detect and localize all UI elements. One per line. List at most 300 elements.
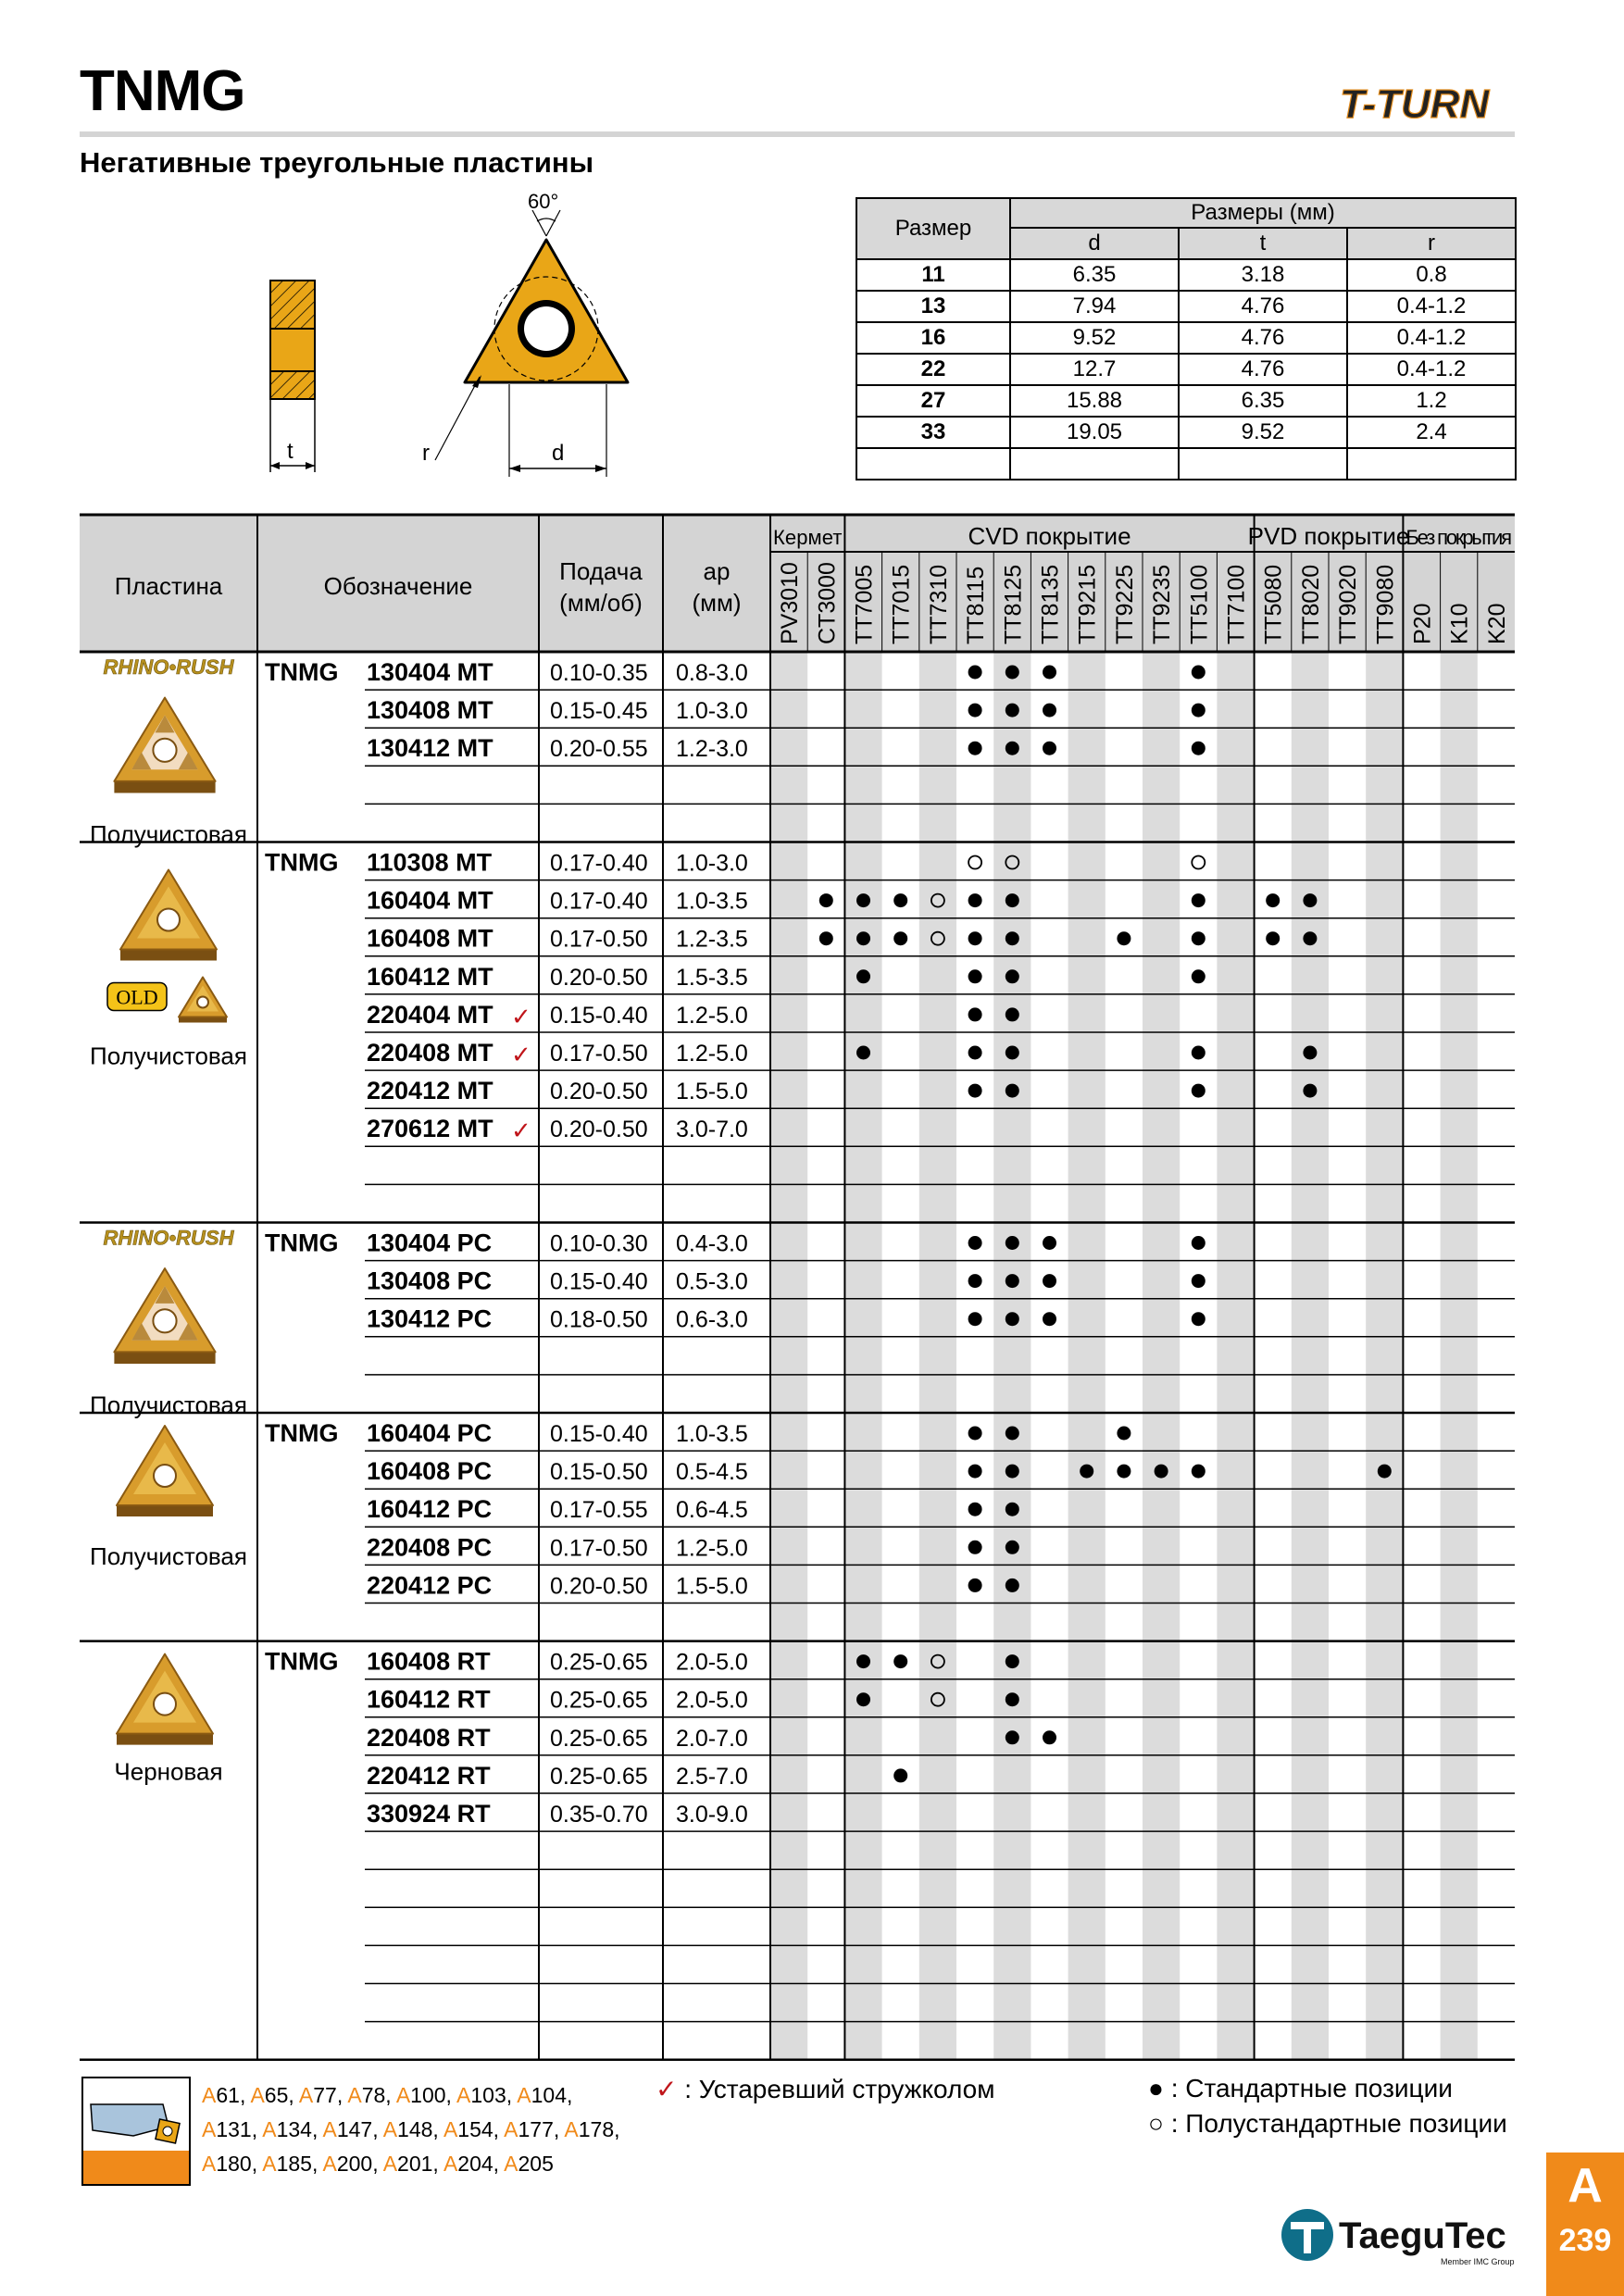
ref-prefix: A: [395, 2083, 411, 2107]
obsolete-check-icon: ✓: [511, 1041, 531, 1068]
designation-prefix: TNMG: [265, 1419, 339, 1447]
size-cell: 11: [856, 259, 1010, 291]
tab-letter: A: [1568, 2159, 1603, 2213]
grade-label: K10: [1446, 603, 1473, 644]
grade-stripe: [1366, 652, 1403, 2060]
insert-drawing: [250, 190, 657, 486]
standard-mark: [1006, 969, 1019, 983]
page-number: 239: [1558, 2223, 1612, 2258]
standard-mark: [968, 1427, 982, 1441]
r-cell: 0.4-1.2: [1347, 354, 1516, 385]
title-rule: [80, 131, 1515, 137]
feed-value: 0.15-0.45: [550, 698, 648, 725]
standard-mark: [1266, 931, 1280, 945]
grade-stripe: [919, 652, 956, 2060]
size-row: [856, 417, 1516, 448]
feed-value: 0.20-0.50: [550, 1117, 648, 1143]
grade-label: TT7005: [851, 564, 878, 644]
ref-prefix: A: [322, 2117, 337, 2141]
ref-page[interactable]: 205: [518, 2152, 554, 2176]
dim-col-t: t: [1179, 228, 1347, 259]
standard-mark: [856, 931, 870, 945]
insert-code: 160412 RT: [367, 1685, 491, 1714]
standard-mark: [1006, 1578, 1019, 1592]
ref-page[interactable]: 201: [397, 2152, 433, 2176]
size-row: [856, 291, 1516, 322]
grade-label: TT7100: [1223, 564, 1250, 644]
standard-mark: [1192, 1312, 1206, 1326]
feed-value: 0.25-0.65: [550, 1687, 648, 1714]
ap-value: 1.0-3.5: [676, 1421, 748, 1447]
ap-value: 1.0-3.5: [676, 888, 748, 915]
standard-mark: [1192, 1084, 1206, 1098]
feed-value: 0.25-0.65: [550, 1725, 648, 1752]
semistandard-mark: [968, 856, 981, 869]
header-feed: Подача: [559, 557, 643, 585]
insert-code: 220412 PC: [367, 1571, 493, 1600]
r-cell: 1.2: [1347, 385, 1516, 417]
grade-label: CT3000: [814, 562, 841, 644]
feed-value: 0.35-0.70: [550, 1802, 648, 1828]
header-designation: Обозначение: [323, 572, 473, 600]
standard-mark: [1192, 1046, 1206, 1060]
ref-page[interactable]: 104: [531, 2083, 567, 2107]
standard-mark: [1192, 666, 1206, 680]
size-cell: 22: [856, 354, 1010, 385]
ap-value: 1.5-5.0: [676, 1573, 748, 1600]
ref-prefix: A: [504, 2152, 518, 2176]
insert-code: 270612 MT: [367, 1115, 493, 1143]
r-cell: 0.4-1.2: [1347, 291, 1516, 322]
grade-label: TT7310: [925, 564, 952, 644]
insert-code: 130404 PC: [367, 1229, 493, 1257]
ref-prefix: A: [202, 2117, 217, 2141]
standard-mark: [1006, 1427, 1019, 1441]
designation-prefix: TNMG: [265, 658, 339, 686]
feed-value: 0.17-0.40: [550, 850, 648, 877]
ref-page[interactable]: 61: [216, 2083, 240, 2107]
grade-stripe: [993, 652, 1031, 2060]
legend-obsolete-label: : Устаревший стружколом: [677, 2075, 995, 2103]
insert-code: 160408 RT: [367, 1647, 491, 1676]
standard-mark: [1303, 931, 1317, 945]
standard-mark: [1192, 893, 1206, 907]
ap-value: 1.2-5.0: [676, 1535, 748, 1562]
insert-code: 160408 PC: [367, 1457, 493, 1486]
page-subtitle: Негативные треугольные пластины: [80, 146, 594, 179]
feed-value: 0.10-0.35: [550, 660, 648, 686]
ap-value: 0.6-4.5: [676, 1497, 748, 1524]
standard-mark: [1192, 1274, 1206, 1288]
insert-code: 330924 RT: [367, 1800, 491, 1828]
ap-value: 3.0-7.0: [676, 1117, 748, 1143]
obsolete-check-icon: ✓: [511, 1117, 531, 1145]
grade-label: TT8020: [1297, 564, 1324, 644]
standard-mark: [968, 1465, 982, 1479]
insert-code: 220408 PC: [367, 1533, 493, 1562]
standard-mark: [968, 742, 982, 755]
insert-code: 160412 PC: [367, 1495, 493, 1524]
standard-mark: [968, 704, 982, 718]
ap-value: 1.5-3.5: [676, 964, 748, 991]
page-references: [202, 2078, 637, 2181]
standard-mark: [1117, 931, 1131, 945]
top-view: [422, 190, 628, 477]
d-cell: 6.35: [1010, 259, 1179, 291]
grade-label: TT8135: [1037, 564, 1064, 644]
t-cell: 9.52: [1179, 417, 1347, 448]
designation-prefix: TNMG: [265, 1229, 339, 1257]
feed-value: 0.10-0.30: [550, 1230, 648, 1257]
old-badge-text: OLD: [116, 985, 158, 1009]
d-cell: 12.7: [1010, 354, 1179, 385]
dim-col-r: r: [1347, 228, 1516, 259]
standard-mark: [1043, 1274, 1056, 1288]
ap-value: 3.0-9.0: [676, 1802, 748, 1828]
check-icon: ✓: [656, 2075, 678, 2103]
section-label: Получистовая: [90, 820, 247, 848]
grade-group-label: PVD покрытие: [1247, 522, 1410, 550]
grade-label: TT9020: [1335, 564, 1362, 644]
standard-mark: [1043, 1730, 1056, 1744]
header-insert: Пластина: [114, 572, 223, 600]
standard-mark: [1192, 742, 1206, 755]
standard-mark: [1006, 1236, 1019, 1250]
ref-page[interactable]: 148: [397, 2117, 433, 2141]
grade-label: K20: [1483, 603, 1510, 644]
section-tab: [1546, 2152, 1624, 2296]
ap-value: 0.8-3.0: [676, 660, 748, 686]
mt-insert-image: [120, 870, 217, 961]
label-angle: 60°: [528, 190, 559, 213]
standard-mark: [1192, 969, 1206, 983]
size-row: [856, 322, 1516, 354]
size-table: [856, 197, 1517, 480]
t-cell: 4.76: [1179, 322, 1347, 354]
grade-group-label: Без покрытия: [1405, 526, 1512, 549]
standard-mark: [968, 1274, 982, 1288]
turning-holder-icon: [81, 2077, 191, 2186]
t-turn-logo: [1338, 76, 1523, 131]
legend-semistandard: ○ : Полустандартные позиции: [1148, 2109, 1507, 2138]
pc-insert-image: [117, 1426, 213, 1516]
standard-mark: [1043, 704, 1056, 718]
t-cell: 3.18: [1179, 259, 1347, 291]
feed-value: 0.18-0.50: [550, 1306, 648, 1333]
feed-value: 0.15-0.40: [550, 1002, 648, 1029]
ref-prefix: A: [250, 2083, 265, 2107]
grade-label: P20: [1409, 603, 1436, 644]
obsolete-check-icon: ✓: [511, 1002, 531, 1030]
standard-mark: [1303, 893, 1317, 907]
ap-value: 0.4-3.0: [676, 1230, 748, 1257]
d-cell: 7.94: [1010, 291, 1179, 322]
feed-value: 0.20-0.55: [550, 736, 648, 763]
rhino-rush-logo: RHINO•RUSH: [103, 655, 234, 679]
d-cell: 19.05: [1010, 417, 1179, 448]
standard-mark: [856, 969, 870, 983]
feed-value: 0.15-0.40: [550, 1421, 648, 1447]
grade-group-label: CVD покрытие: [968, 522, 1131, 550]
standard-mark: [893, 893, 907, 907]
standard-mark: [1006, 1007, 1019, 1021]
feed-value: 0.20-0.50: [550, 964, 648, 991]
feed-value: 0.25-0.65: [550, 1763, 648, 1790]
designation-prefix: TNMG: [265, 1647, 339, 1676]
grade-label: TT8115: [963, 566, 990, 644]
standard-mark: [968, 931, 982, 945]
grade-table: [80, 515, 1524, 2070]
ref-prefix: A: [456, 2083, 471, 2107]
standard-mark: [1266, 893, 1280, 907]
standard-mark: [1043, 742, 1056, 755]
feed-value: 0.25-0.65: [550, 1649, 648, 1676]
standard-mark: [968, 1007, 982, 1021]
size-cell: 27: [856, 385, 1010, 417]
ref-page[interactable]: 134: [276, 2117, 312, 2141]
brand-text: T-TURN: [1340, 81, 1490, 127]
ref-prefix: A: [443, 2117, 458, 2141]
insert-code: 220412 MT: [367, 1077, 493, 1105]
ref-page[interactable]: 78: [361, 2083, 386, 2107]
t-cell: 6.35: [1179, 385, 1347, 417]
grade-label: TT8125: [1000, 564, 1027, 644]
section-label: Черновая: [114, 1757, 223, 1786]
feed-value: 0.17-0.55: [550, 1497, 648, 1524]
grade-stripe: [1217, 652, 1254, 2060]
ref-page[interactable]: 147: [336, 2117, 373, 2141]
section-label: Получистовая: [90, 1542, 247, 1570]
grade-stripe: [1292, 652, 1329, 2060]
standard-mark: [1006, 704, 1019, 718]
ref-page[interactable]: 200: [336, 2152, 373, 2176]
ref-prefix: A: [443, 2152, 458, 2176]
standard-mark: [819, 893, 833, 907]
t-cell: 4.76: [1179, 354, 1347, 385]
standard-mark: [1043, 666, 1056, 680]
grade-label: TT5100: [1186, 564, 1213, 644]
standard-mark: [856, 1692, 870, 1706]
ref-prefix: A: [322, 2152, 337, 2176]
insert-code: 220412 RT: [367, 1761, 491, 1790]
label-d: d: [552, 441, 565, 466]
ref-prefix: A: [202, 2083, 217, 2107]
insert-code: 160408 MT: [367, 924, 493, 953]
ap-value: 0.6-3.0: [676, 1306, 748, 1333]
ref-page[interactable]: 180: [216, 2152, 252, 2176]
feed-value: 0.17-0.50: [550, 1535, 648, 1562]
standard-mark: [856, 1046, 870, 1060]
standard-mark: [856, 893, 870, 907]
standard-mark: [1006, 1692, 1019, 1706]
standard-mark: [968, 666, 982, 680]
ap-value: 1.2-3.0: [676, 736, 748, 763]
ap-value: 1.2-5.0: [676, 1041, 748, 1067]
standard-mark: [1192, 1465, 1206, 1479]
ref-page[interactable]: 103: [470, 2083, 506, 2107]
insert-code: 160412 MT: [367, 962, 493, 991]
grade-label: TT9080: [1372, 564, 1399, 644]
size-cell: 13: [856, 291, 1010, 322]
standard-mark: [1006, 742, 1019, 755]
grade-stripe: [1143, 652, 1180, 2060]
feed-value: 0.17-0.50: [550, 926, 648, 953]
size-cell: 16: [856, 322, 1010, 354]
ref-prefix: A: [382, 2117, 398, 2141]
dim-col-d: d: [1010, 228, 1179, 259]
maker-name: TaeguTec: [1339, 2215, 1506, 2256]
ref-page[interactable]: 131: [216, 2117, 252, 2141]
standard-mark: [1192, 931, 1206, 945]
ref-page[interactable]: 65: [264, 2083, 289, 2107]
insert-code: 130408 PC: [367, 1267, 493, 1295]
ref-page[interactable]: 178: [578, 2117, 615, 2141]
page-title: TNMG: [80, 59, 245, 123]
ap-value: 1.2-3.5: [676, 926, 748, 953]
section-label: Получистовая: [90, 1391, 247, 1419]
feed-value: 0.17-0.50: [550, 1041, 648, 1067]
ref-prefix: A: [517, 2083, 531, 2107]
standard-mark: [968, 1312, 982, 1326]
feed-value: 0.15-0.40: [550, 1268, 648, 1295]
mt-insert-image: [179, 978, 227, 1023]
grade-stripe: [1068, 652, 1106, 2060]
ref-page[interactable]: 204: [457, 2152, 493, 2176]
standard-mark: [1303, 1046, 1317, 1060]
label-r: r: [422, 441, 430, 466]
ref-page[interactable]: 77: [313, 2083, 337, 2107]
standard-mark: [893, 1654, 907, 1668]
standard-mark: [819, 931, 833, 945]
r-cell: 0.8: [1347, 259, 1516, 291]
ref-prefix: A: [347, 2083, 362, 2107]
grade-label: TT5080: [1260, 564, 1287, 644]
standard-mark: [1080, 1465, 1093, 1479]
dims-header: Размеры (мм): [1010, 198, 1516, 228]
header-feed: (мм/об): [559, 589, 643, 617]
d-cell: 15.88: [1010, 385, 1179, 417]
insert-code: 160404 MT: [367, 886, 493, 915]
grade-label: TT9215: [1074, 564, 1101, 644]
standard-mark: [1303, 1084, 1317, 1098]
legend-standard: ● : Стандартные позиции: [1148, 2074, 1453, 2103]
size-cell: 33: [856, 417, 1010, 448]
label-t: t: [287, 439, 294, 464]
feed-value: 0.20-0.50: [550, 1573, 648, 1600]
ref-prefix: A: [202, 2152, 217, 2176]
standard-mark: [968, 1046, 982, 1060]
grade-label: TT9225: [1111, 564, 1138, 644]
insert-code: 220408 MT: [367, 1039, 493, 1067]
standard-mark: [1378, 1465, 1392, 1479]
rhino-insert-image: [114, 1268, 215, 1364]
standard-mark: [1043, 1312, 1056, 1326]
insert-code: 130412 MT: [367, 734, 493, 763]
standard-mark: [1043, 1236, 1056, 1250]
grade-stripe: [844, 652, 881, 2060]
grade-label: PV3010: [777, 562, 804, 644]
grade-stripe: [1441, 652, 1478, 2060]
t-cell: 4.76: [1179, 291, 1347, 322]
ref-page[interactable]: 177: [518, 2117, 554, 2141]
ap-value: 1.0-3.0: [676, 850, 748, 877]
ref-page[interactable]: 154: [457, 2117, 493, 2141]
standard-mark: [968, 893, 982, 907]
standard-mark: [1006, 893, 1019, 907]
insert-code: 110308 MT: [367, 848, 493, 877]
grade-group-label: Кермет: [773, 526, 843, 549]
ap-value: 0.5-3.0: [676, 1268, 748, 1295]
insert-code: 130404 MT: [367, 658, 493, 686]
standard-mark: [1006, 1465, 1019, 1479]
legend-obsolete: [656, 2074, 994, 2104]
size-row: [856, 354, 1516, 385]
ref-page[interactable]: 185: [276, 2152, 312, 2176]
insert-code: 220404 MT: [367, 1000, 493, 1029]
ap-value: 2.5-7.0: [676, 1763, 748, 1790]
feed-value: 0.17-0.40: [550, 888, 648, 915]
standard-mark: [893, 1768, 907, 1782]
insert-code: 130408 MT: [367, 696, 493, 725]
standard-mark: [1117, 1465, 1131, 1479]
standard-mark: [1006, 666, 1019, 680]
insert-code: 220408 RT: [367, 1723, 491, 1752]
ref-page[interactable]: 100: [410, 2083, 446, 2107]
standard-mark: [968, 969, 982, 983]
standard-mark: [1006, 1274, 1019, 1288]
standard-mark: [1006, 1503, 1019, 1516]
size-header: Размер: [856, 198, 1010, 259]
standard-mark: [1192, 1236, 1206, 1250]
standard-mark: [1192, 704, 1206, 718]
rhino-rush-logo: RHINO•RUSH: [103, 1226, 234, 1250]
ap-value: 2.0-5.0: [676, 1687, 748, 1714]
grade-label: TT7015: [888, 564, 915, 644]
feed-value: 0.15-0.50: [550, 1459, 648, 1486]
header-ap: ap: [703, 557, 731, 585]
standard-mark: [1006, 1084, 1019, 1098]
standard-mark: [968, 1236, 982, 1250]
standard-mark: [968, 1503, 982, 1516]
standard-mark: [1006, 1730, 1019, 1744]
ap-value: 0.5-4.5: [676, 1459, 748, 1486]
designation-prefix: TNMG: [265, 848, 339, 877]
standard-mark: [1155, 1465, 1168, 1479]
refs-line: A131, A134, A147, A148, A154, A177, A178,: [202, 2117, 620, 2141]
r-cell: 2.4: [1347, 417, 1516, 448]
rt-insert-image: [117, 1654, 213, 1745]
taegutec-logo: [1278, 2202, 1528, 2276]
standard-mark: [1006, 1654, 1019, 1668]
standard-mark: [1006, 1312, 1019, 1326]
grade-stripe: [770, 652, 807, 2060]
insert-code: 160404 PC: [367, 1419, 493, 1447]
semistandard-mark: [1192, 856, 1205, 869]
standard-mark: [1006, 931, 1019, 945]
feed-value: 0.20-0.50: [550, 1079, 648, 1105]
standard-mark: [968, 1541, 982, 1554]
size-row: [856, 259, 1516, 291]
ref-prefix: A: [382, 2152, 398, 2176]
ref-prefix: A: [504, 2117, 518, 2141]
refs-line: A61, A65, A77, A78, A100, A103, A104,: [202, 2083, 573, 2107]
ap-value: 1.2-5.0: [676, 1002, 748, 1029]
side-view: [270, 281, 315, 472]
standard-mark: [856, 1654, 870, 1668]
ref-prefix: A: [298, 2083, 314, 2107]
section-label: Получистовая: [90, 1042, 247, 1070]
ref-prefix: A: [564, 2117, 579, 2141]
